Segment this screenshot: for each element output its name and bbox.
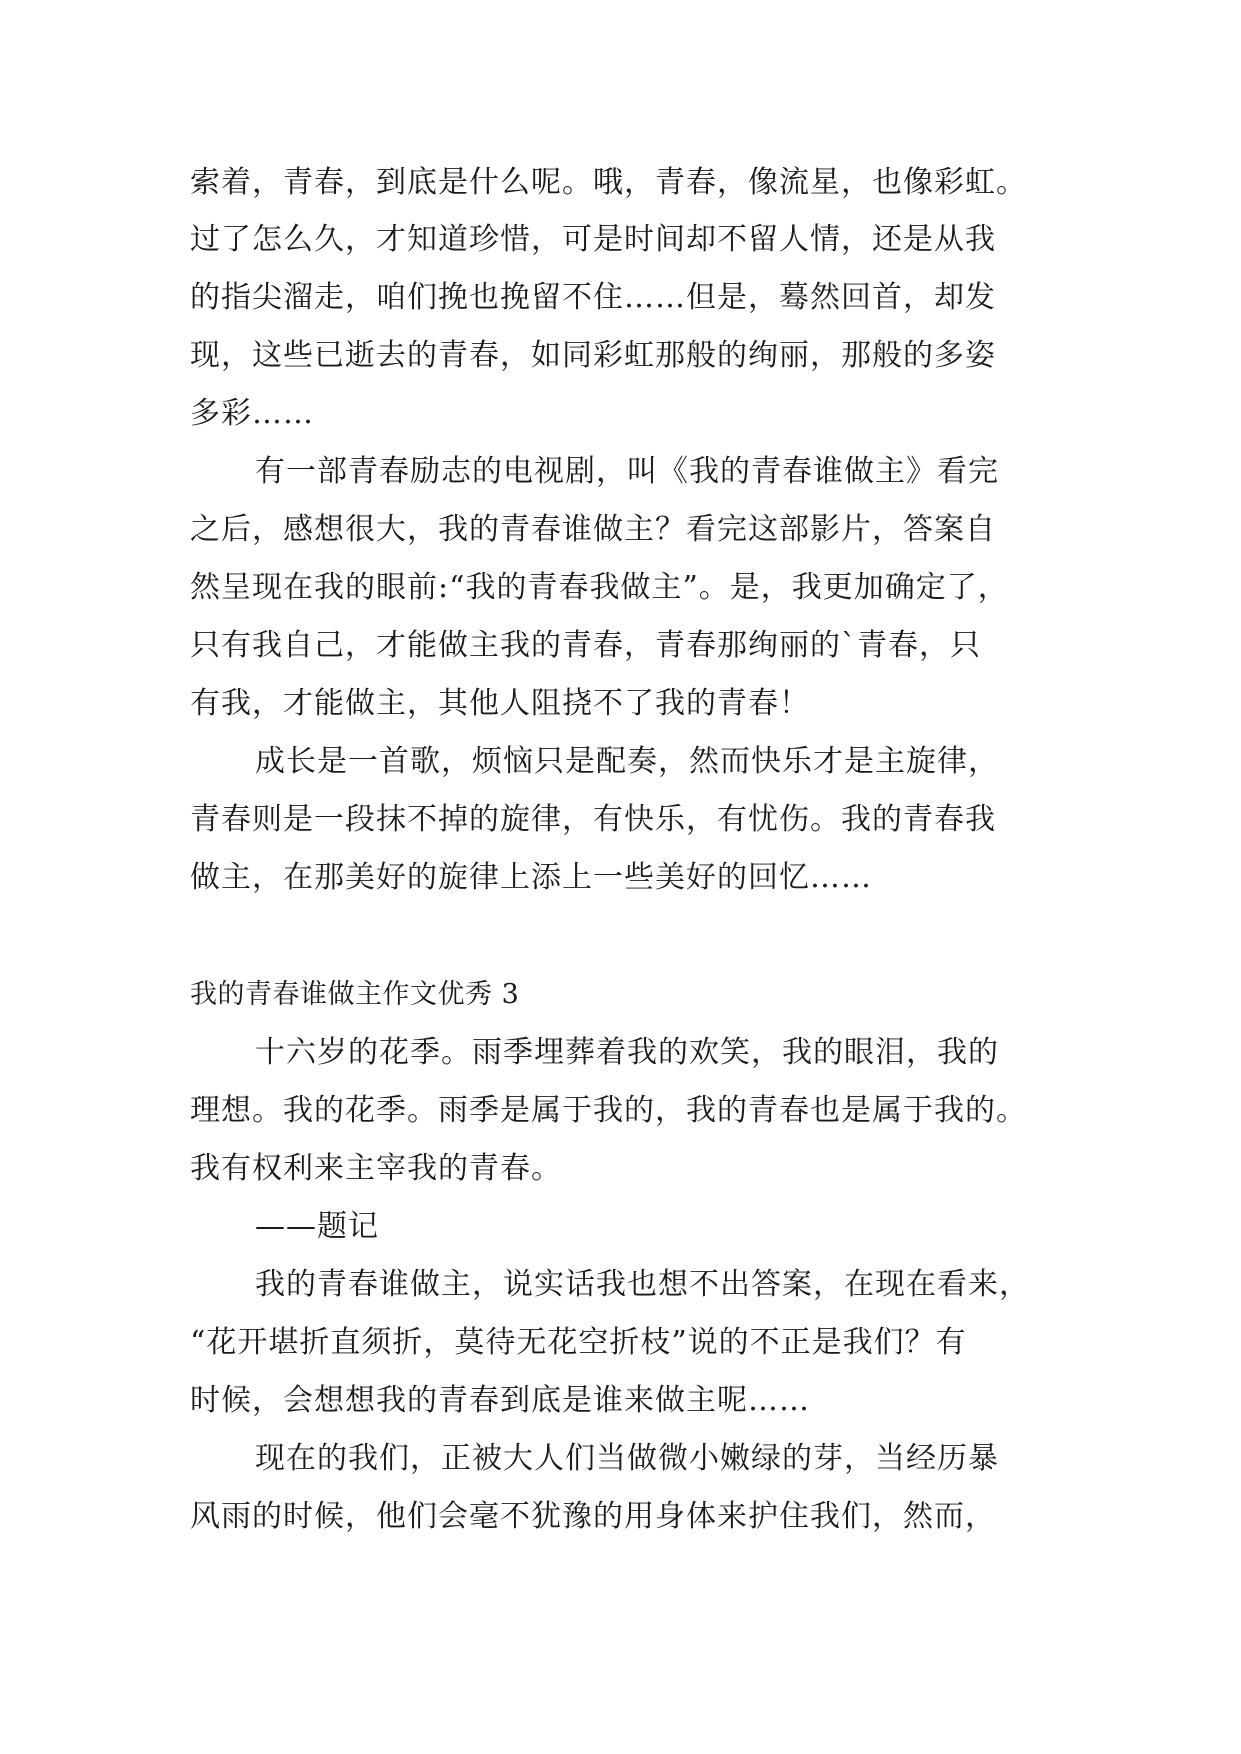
paragraph-line: 多彩…… xyxy=(190,396,314,431)
paragraph-line: 只有我自己，才能做主我的青春，青春那绚丽的`青春，只 xyxy=(190,628,981,663)
paragraph-line: 我的青春谁做主，说实话我也想不出答案，在现在看来， xyxy=(255,1267,1030,1302)
paragraph-line: 现在的我们，正被大人们当做微小嫩绿的芽，当经历暴 xyxy=(255,1441,999,1476)
paragraph-line: 我有权利来主宰我的青春。 xyxy=(190,1151,562,1186)
inscription-line: ——题记 xyxy=(255,1209,379,1244)
paragraph-line: 理想。我的花季。雨季是属于我的，我的青春也是属于我的。 xyxy=(190,1093,1027,1128)
paragraph-line: 现，这些已逝去的青春，如同彩虹那般的绚丽，那般的多姿 xyxy=(190,338,996,373)
paragraph-line: 然呈现在我的眼前:“我的青春我做主”。是，我更加确定了， xyxy=(190,570,1009,605)
paragraph-line: 风雨的时候，他们会毫不犹豫的用身体来护住我们，然而， xyxy=(190,1499,996,1534)
paragraph-line: “花开堪折直须折，莫待无花空折枝”说的不正是我们？有 xyxy=(190,1325,967,1360)
paragraph-line: 青春则是一段抹不掉的旋律，有快乐，有忧伤。我的青春我 xyxy=(190,802,996,837)
paragraph-line: 的指尖溜走，咱们挽也挽留不住……但是，蓦然回首，却发 xyxy=(190,280,996,315)
paragraph-line: 十六岁的花季。雨季埋葬着我的欢笑，我的眼泪，我的 xyxy=(255,1035,999,1070)
paragraph-line: 过了怎么久，才知道珍惜，可是时间却不留人情，还是从我 xyxy=(190,222,996,257)
section-heading: 我的青春谁做主作文优秀 3 xyxy=(190,979,520,1010)
paragraph-line: 时候，会想想我的青春到底是谁来做主呢…… xyxy=(190,1383,810,1418)
paragraph-line: 之后，感想很大，我的青春谁做主？看完这部影片，答案自 xyxy=(190,512,996,547)
paragraph-line: 有我，才能做主，其他人阻挠不了我的青春！ xyxy=(190,686,810,721)
paragraph-line: 索着，青春，到底是什么呢。哦，青春，像流星，也像彩虹。 xyxy=(190,165,1027,200)
paragraph-line: 成长是一首歌，烦恼只是配奏，然而快乐才是主旋律， xyxy=(255,744,999,779)
paragraph-line: 做主，在那美好的旋律上添上一些美好的回忆…… xyxy=(190,860,872,895)
paragraph-line: 有一部青春励志的电视剧，叫《我的青春谁做主》看完 xyxy=(255,454,999,489)
